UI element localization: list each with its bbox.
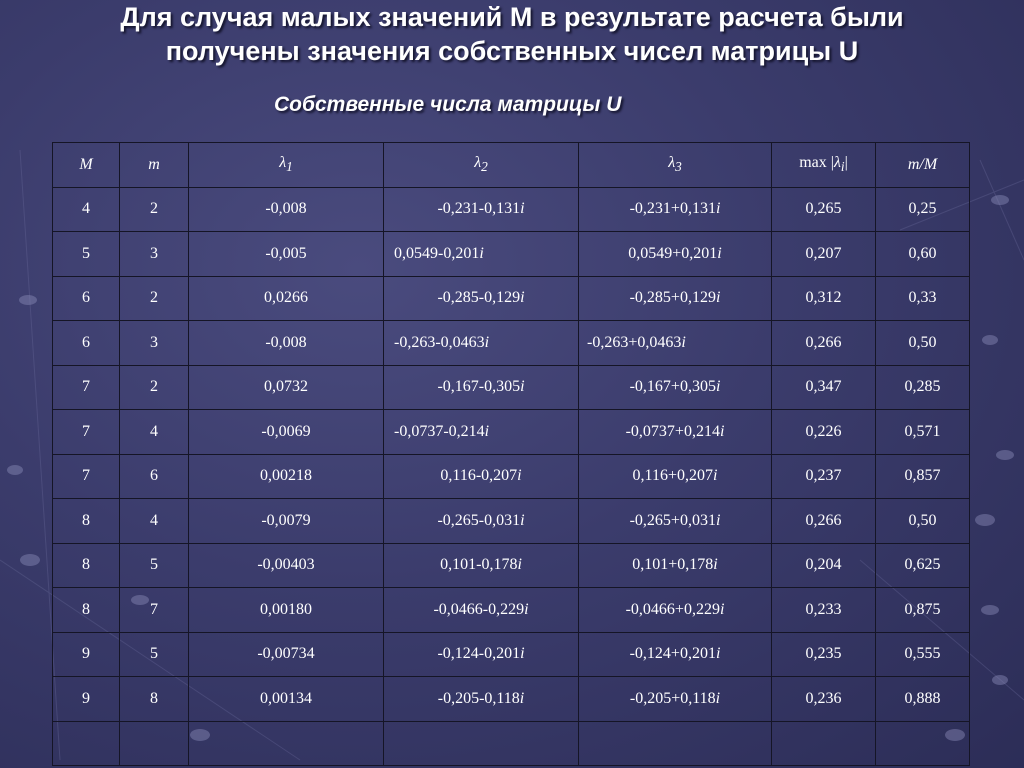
cell-m: 2 xyxy=(120,276,189,321)
table-row xyxy=(53,276,970,321)
cell-M: 6 xyxy=(53,321,120,366)
cell-m: 3 xyxy=(120,232,189,277)
imaginary-unit: i xyxy=(719,422,725,440)
cell-m: 6 xyxy=(120,454,189,499)
cell-lambda-2 xyxy=(384,721,579,766)
cell-lambda-3-value: -0,0466+0,229 xyxy=(625,600,720,618)
imaginary-unit: i xyxy=(520,645,525,663)
cell-max-abs: 0,226 xyxy=(772,410,876,455)
cell-lambda-1: -0,00403 xyxy=(189,543,384,588)
cell-lambda-2-value: -0,265-0,031 xyxy=(437,511,521,529)
cell-lambda-3 xyxy=(579,632,772,677)
cell-lambda-3 xyxy=(579,543,772,588)
lambda-1-subscript: 1 xyxy=(286,159,293,175)
cell-lambda-3-value: -0,265+0,031 xyxy=(629,511,716,529)
cell-max-abs: 0,233 xyxy=(772,588,876,633)
imaginary-unit: i xyxy=(712,467,718,485)
header-m: m xyxy=(120,143,189,188)
cell-ratio: 0,875 xyxy=(876,588,970,633)
cell-lambda-3 xyxy=(579,187,772,232)
lambda-symbol: λ xyxy=(668,154,676,172)
cell-ratio: 0,50 xyxy=(876,321,970,366)
cell-lambda-1 xyxy=(189,721,384,766)
cell-ratio xyxy=(876,721,970,766)
cell-lambda-2 xyxy=(384,276,579,321)
lambda-3-subscript: 3 xyxy=(675,159,682,175)
cell-lambda-2 xyxy=(384,543,579,588)
cell-lambda-3-value: -0,0737+0,214 xyxy=(625,422,720,440)
cell-lambda-1: 0,0266 xyxy=(189,276,384,321)
imaginary-unit: i xyxy=(715,200,721,218)
cell-lambda-3 xyxy=(579,232,772,277)
cell-max-abs: 0,266 xyxy=(772,499,876,544)
cell-ratio: 0,857 xyxy=(876,454,970,499)
imaginary-unit: i xyxy=(484,333,490,351)
cell-lambda-1: -0,0079 xyxy=(189,499,384,544)
cell-m: 3 xyxy=(120,321,189,366)
max-suffix: | xyxy=(844,154,848,172)
header-ratio: m/M xyxy=(876,143,970,188)
lambda-symbol: λ xyxy=(474,154,482,172)
cell-lambda-1: 0,00134 xyxy=(189,677,384,722)
cell-M: 7 xyxy=(53,365,120,410)
cell-lambda-2-value: -0,263-0,0463 xyxy=(394,333,485,351)
lambda-symbol: λ xyxy=(279,154,287,172)
cell-m: 2 xyxy=(120,187,189,232)
cell-M: 8 xyxy=(53,588,120,633)
imaginary-unit: i xyxy=(717,244,722,262)
cell-lambda-3-value: -0,263+0,0463 xyxy=(587,333,682,351)
cell-m: 5 xyxy=(120,632,189,677)
cell-max-abs: 0,265 xyxy=(772,187,876,232)
cell-m: 4 xyxy=(120,410,189,455)
cell-lambda-1: 0,00218 xyxy=(189,454,384,499)
cell-lambda-3 xyxy=(579,276,772,321)
cell-lambda-3-value: -0,205+0,118 xyxy=(629,689,716,707)
cell-lambda-2-value: -0,124-0,201 xyxy=(437,645,521,663)
cell-M: 8 xyxy=(53,499,120,544)
table-row xyxy=(53,410,970,455)
cell-max-abs: 0,266 xyxy=(772,321,876,366)
cell-lambda-2-value: 0,0549-0,201 xyxy=(394,244,480,262)
cell-M: 5 xyxy=(53,232,120,277)
table-row xyxy=(53,677,970,722)
cell-lambda-1: -0,005 xyxy=(189,232,384,277)
cell-lambda-2 xyxy=(384,632,579,677)
cell-m: 5 xyxy=(120,543,189,588)
cell-M: 8 xyxy=(53,543,120,588)
lambda-2-subscript: 2 xyxy=(481,159,488,175)
cell-lambda-3-value: 0,116+0,207 xyxy=(632,467,713,485)
cell-m: 8 xyxy=(120,677,189,722)
cell-max-abs: 0,235 xyxy=(772,632,876,677)
cell-lambda-2 xyxy=(384,499,579,544)
imaginary-unit: i xyxy=(517,556,522,574)
cell-lambda-3 xyxy=(579,365,772,410)
table-row xyxy=(53,232,970,277)
cell-M xyxy=(53,721,120,766)
cell-M: 9 xyxy=(53,632,120,677)
imaginary-unit: i xyxy=(524,600,529,618)
cell-lambda-2-value: 0,116-0,207 xyxy=(440,467,518,485)
cell-max-abs: 0,237 xyxy=(772,454,876,499)
cell-lambda-2 xyxy=(384,410,579,455)
eigenvalues-table xyxy=(52,142,970,766)
imaginary-unit: i xyxy=(520,378,525,396)
cell-ratio: 0,555 xyxy=(876,632,970,677)
cell-lambda-2-value: -0,285-0,129 xyxy=(437,289,521,307)
imaginary-unit: i xyxy=(715,378,721,396)
cell-M: 9 xyxy=(53,677,120,722)
cell-lambda-3 xyxy=(579,499,772,544)
cell-lambda-3-value: -0,285+0,129 xyxy=(629,289,716,307)
cell-ratio: 0,625 xyxy=(876,543,970,588)
cell-lambda-1: -0,008 xyxy=(189,187,384,232)
cell-lambda-3-value: -0,167+0,305 xyxy=(629,378,716,396)
header-max-abs-lambda xyxy=(772,143,876,188)
cell-lambda-3 xyxy=(579,588,772,633)
cell-lambda-2-value: -0,205-0,118 xyxy=(437,689,520,707)
imaginary-unit: i xyxy=(484,422,490,440)
imaginary-unit: i xyxy=(681,333,686,351)
imaginary-unit: i xyxy=(520,511,525,529)
imaginary-unit: i xyxy=(719,600,725,618)
cell-lambda-3 xyxy=(579,677,772,722)
header-lambda-1 xyxy=(189,143,384,188)
cell-max-abs: 0,207 xyxy=(772,232,876,277)
cell-max-abs: 0,312 xyxy=(772,276,876,321)
max-prefix: max | xyxy=(799,154,834,172)
cell-lambda-3-value: -0,231+0,131 xyxy=(629,200,716,218)
imaginary-unit: i xyxy=(479,244,484,262)
imaginary-unit: i xyxy=(517,467,522,485)
cell-lambda-1: -0,008 xyxy=(189,321,384,366)
table-row xyxy=(53,543,970,588)
table-header-row xyxy=(53,143,970,188)
cell-lambda-3 xyxy=(579,410,772,455)
cell-lambda-1: -0,00734 xyxy=(189,632,384,677)
header-lambda-2 xyxy=(384,143,579,188)
imaginary-unit: i xyxy=(713,556,718,574)
cell-max-abs: 0,204 xyxy=(772,543,876,588)
imaginary-unit: i xyxy=(715,289,721,307)
table-caption: Собственные числа матрицы U xyxy=(274,93,622,116)
title-line-1: Для случая малых значений М в результате расчета были xyxy=(120,2,904,32)
cell-M: 4 xyxy=(53,187,120,232)
cell-max-abs xyxy=(772,721,876,766)
cell-lambda-2 xyxy=(384,232,579,277)
slide-title xyxy=(0,0,1024,68)
cell-ratio: 0,571 xyxy=(876,410,970,455)
cell-m: 7 xyxy=(120,588,189,633)
header-M: M xyxy=(53,143,120,188)
cell-lambda-3 xyxy=(579,321,772,366)
cell-lambda-3-value: 0,0549+0,201 xyxy=(628,244,718,262)
imaginary-unit: i xyxy=(520,289,525,307)
cell-lambda-3 xyxy=(579,721,772,766)
cell-lambda-2 xyxy=(384,321,579,366)
imaginary-unit: i xyxy=(715,511,721,529)
cell-lambda-2-value: -0,167-0,305 xyxy=(437,378,521,396)
cell-lambda-2-value: 0,101-0,178 xyxy=(440,556,518,574)
cell-ratio: 0,25 xyxy=(876,187,970,232)
cell-lambda-1: 0,0732 xyxy=(189,365,384,410)
imaginary-unit: i xyxy=(519,689,525,707)
table-row xyxy=(53,632,970,677)
cell-m: 4 xyxy=(120,499,189,544)
table-row xyxy=(53,721,970,766)
cell-lambda-3 xyxy=(579,454,772,499)
cell-lambda-2 xyxy=(384,187,579,232)
cell-max-abs: 0,347 xyxy=(772,365,876,410)
cell-lambda-2 xyxy=(384,677,579,722)
cell-ratio: 0,33 xyxy=(876,276,970,321)
cell-lambda-3-value: -0,124+0,201 xyxy=(629,645,716,663)
cell-ratio: 0,50 xyxy=(876,499,970,544)
table-row xyxy=(53,321,970,366)
cell-lambda-3-value: 0,101+0,178 xyxy=(632,556,714,574)
cell-M: 7 xyxy=(53,454,120,499)
cell-lambda-2 xyxy=(384,365,579,410)
table-row xyxy=(53,454,970,499)
cell-lambda-1: -0,0069 xyxy=(189,410,384,455)
table-row xyxy=(53,365,970,410)
cell-lambda-2-value: -0,231-0,131 xyxy=(437,200,521,218)
imaginary-unit: i xyxy=(715,645,721,663)
imaginary-unit: i xyxy=(715,689,721,707)
cell-lambda-2-value: -0,0466-0,229 xyxy=(433,600,525,618)
cell-lambda-2-value: -0,0737-0,214 xyxy=(394,422,485,440)
cell-ratio: 0,60 xyxy=(876,232,970,277)
cell-lambda-2 xyxy=(384,588,579,633)
cell-ratio: 0,888 xyxy=(876,677,970,722)
max-subscript: i xyxy=(840,159,845,175)
table-row xyxy=(53,499,970,544)
cell-lambda-1: 0,00180 xyxy=(189,588,384,633)
cell-m xyxy=(120,721,189,766)
cell-M: 6 xyxy=(53,276,120,321)
cell-lambda-2 xyxy=(384,454,579,499)
cell-max-abs: 0,236 xyxy=(772,677,876,722)
cell-m: 2 xyxy=(120,365,189,410)
imaginary-unit: i xyxy=(520,200,525,218)
table-row xyxy=(53,187,970,232)
cell-M: 7 xyxy=(53,410,120,455)
header-lambda-3 xyxy=(579,143,772,188)
cell-ratio: 0,285 xyxy=(876,365,970,410)
title-line-2: получены значения собственных чисел матрицы U xyxy=(165,36,859,66)
lambda-symbol: λ xyxy=(833,154,841,172)
table-row xyxy=(53,588,970,633)
